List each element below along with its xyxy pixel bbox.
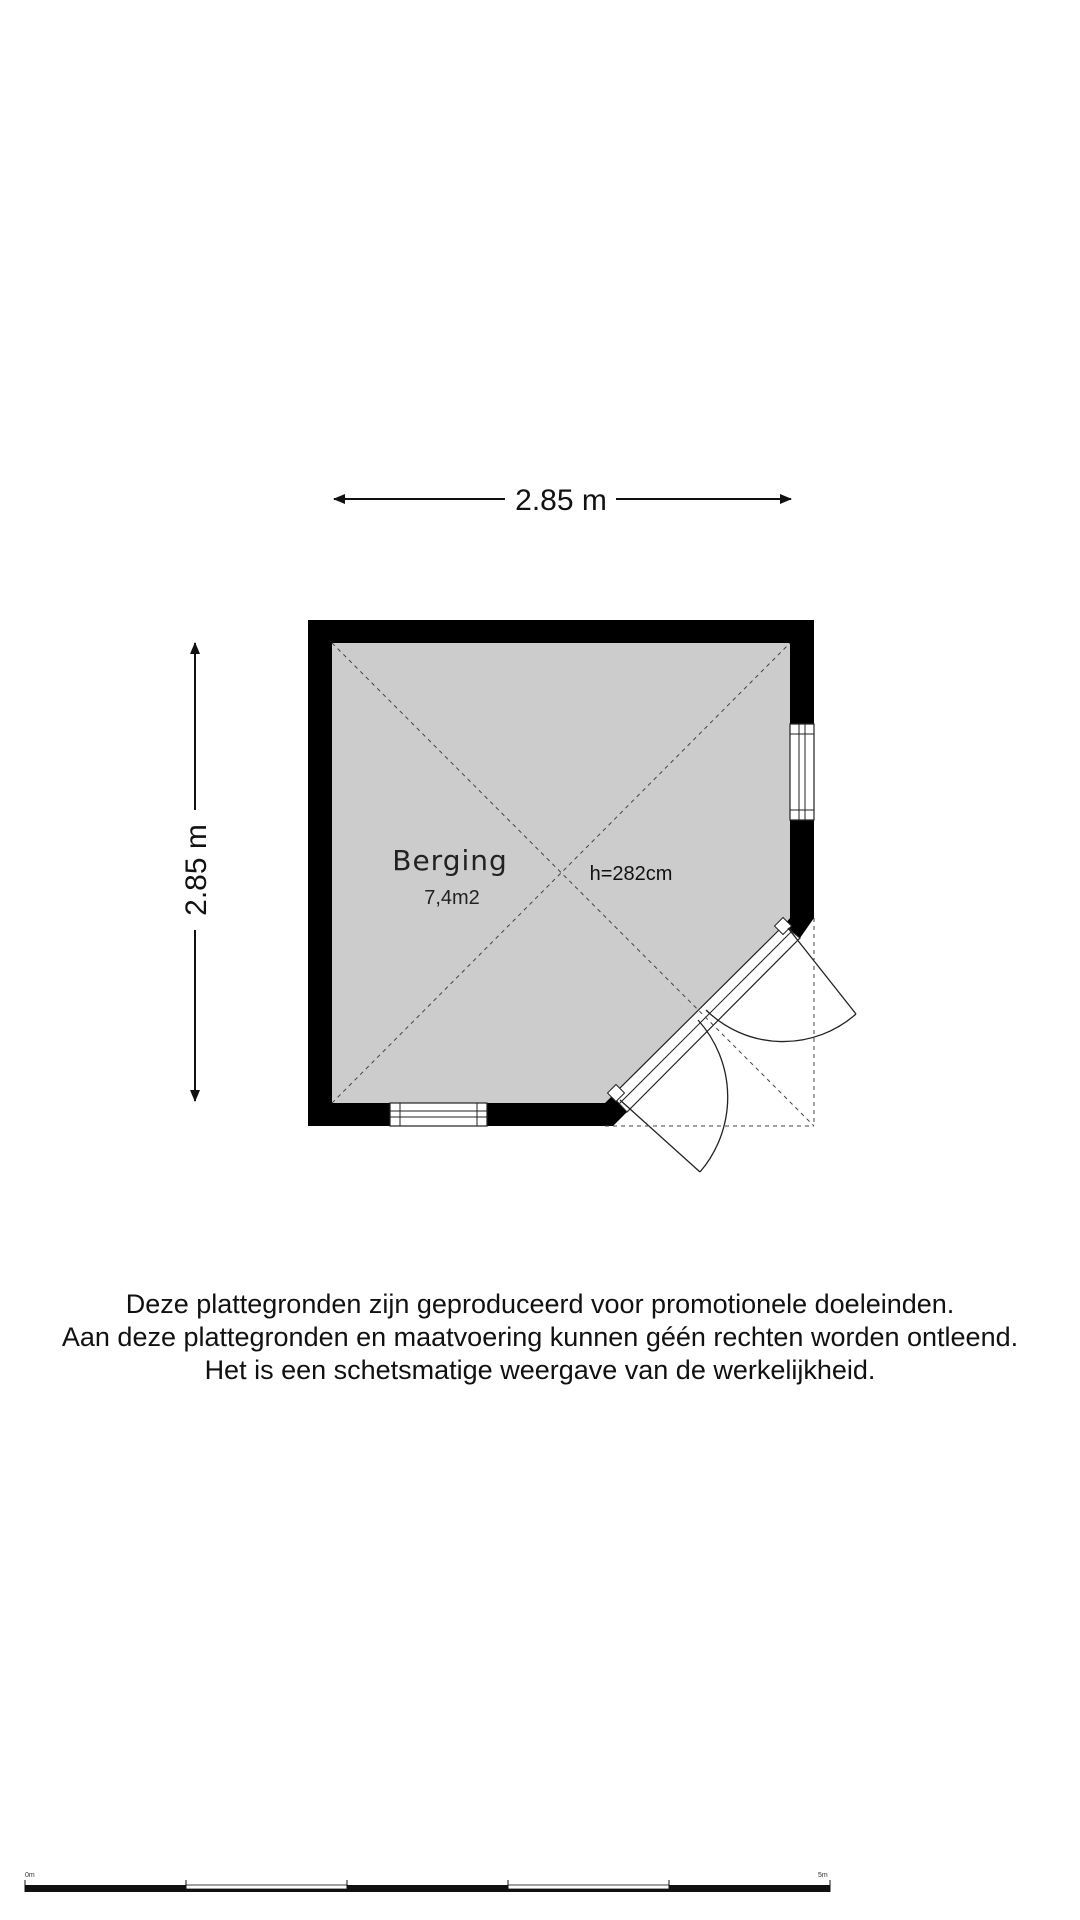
window-bottom — [390, 1103, 487, 1126]
scale-segment-1 — [25, 1885, 186, 1889]
room-area: 7,4m2 — [424, 887, 480, 909]
scale-start-label: 0m — [25, 1872, 35, 1879]
disclaimer — [0, 1288, 1080, 1387]
door-arc-lower — [698, 1020, 728, 1172]
wall-right-upper — [790, 620, 814, 724]
window-right — [790, 724, 814, 820]
disclaimer-line-3: Het is een schetsmatige weergave van de werkelijkheid. — [204, 1355, 876, 1385]
scale-segment-4 — [508, 1885, 669, 1889]
room-name: Berging — [392, 844, 508, 877]
door-arc-upper — [706, 1010, 856, 1042]
wall-left — [308, 620, 332, 1126]
wall-top — [308, 620, 814, 643]
wall-right-lower — [790, 820, 814, 918]
width-dimension — [334, 484, 791, 517]
door-leaf-lower — [620, 1100, 700, 1172]
height-label: 2.85 m — [180, 824, 213, 916]
scale-bar — [25, 1872, 830, 1892]
scale-segment-3 — [347, 1885, 508, 1889]
scale-end-label: 5m — [818, 1872, 828, 1879]
scale-segment-2 — [186, 1885, 347, 1889]
room-height: h=282cm — [589, 863, 673, 885]
scale-segment-5 — [669, 1885, 830, 1889]
width-label: 2.85 m — [515, 484, 607, 517]
wall-bottom-left — [308, 1103, 390, 1126]
height-dimension — [180, 643, 213, 1101]
disclaimer-line-1: Deze plattegronden zijn geproduceerd voor promotionele doeleinden. — [125, 1289, 955, 1319]
disclaimer-line-2: Aan deze plattegronden en maatvoering kunnen géén rechten worden ontleend. — [61, 1322, 1019, 1352]
door-leaf-upper — [788, 928, 856, 1014]
